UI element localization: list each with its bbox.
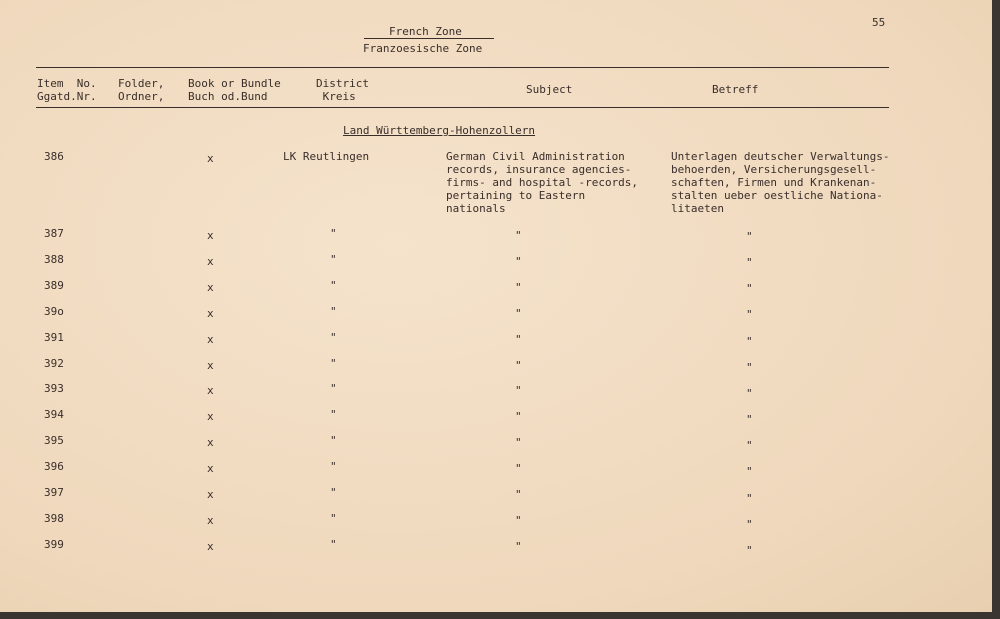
section-heading: Land Württemberg-Hohenzollern bbox=[343, 124, 536, 137]
item-number: 388 bbox=[44, 252, 64, 266]
item-number: 399 bbox=[44, 537, 64, 551]
district: " bbox=[330, 278, 337, 292]
book-mark: x bbox=[207, 462, 214, 476]
item-number: 396 bbox=[44, 460, 64, 474]
book-mark: x bbox=[207, 280, 214, 294]
item-number: 393 bbox=[44, 382, 64, 396]
header-subject: Subject bbox=[526, 83, 573, 96]
betreff: " bbox=[746, 413, 753, 427]
subject: " bbox=[515, 229, 522, 242]
district: LK Reutlingen bbox=[283, 150, 370, 163]
district: " bbox=[330, 330, 337, 344]
zone-subtitle: Franzoesische Zone bbox=[363, 42, 483, 55]
betreff: " bbox=[746, 543, 753, 557]
item-number: 398 bbox=[44, 511, 64, 525]
item-number: 394 bbox=[44, 408, 64, 422]
betreff: " bbox=[746, 465, 753, 479]
book-mark: x bbox=[207, 539, 214, 553]
subject: " bbox=[515, 513, 522, 527]
district: " bbox=[330, 356, 337, 370]
zone-title: French Zone bbox=[389, 25, 462, 38]
book-mark: x bbox=[207, 410, 214, 424]
header-district: District Kreis bbox=[316, 77, 369, 103]
book-mark: x bbox=[207, 306, 214, 320]
district: " bbox=[330, 304, 337, 318]
subject: German Civil Administration records, insurance agencies- firms- and hospital -records, pertaining to Eastern nationals bbox=[446, 150, 639, 215]
header-betreff: Betreff bbox=[712, 83, 759, 96]
book-mark: x bbox=[207, 332, 214, 346]
item-number: 391 bbox=[44, 330, 64, 344]
header-book: Book or Bundle Buch od.Bund bbox=[188, 77, 281, 103]
item-number: 395 bbox=[44, 434, 64, 448]
item-number: 386 bbox=[44, 150, 64, 163]
betreff: " bbox=[746, 439, 753, 453]
book-mark: x bbox=[207, 436, 214, 450]
district: " bbox=[330, 434, 337, 448]
subject: " bbox=[515, 358, 522, 372]
betreff: " bbox=[746, 491, 753, 505]
item-number: 39o bbox=[44, 304, 64, 318]
book-mark: x bbox=[207, 488, 214, 501]
book-mark: x bbox=[207, 384, 214, 398]
page-number: 55 bbox=[872, 16, 886, 29]
betreff: " bbox=[746, 360, 753, 374]
item-number: 397 bbox=[44, 486, 64, 499]
district: " bbox=[330, 486, 337, 499]
district: " bbox=[330, 511, 337, 525]
subject: " bbox=[515, 436, 522, 450]
district: " bbox=[330, 227, 337, 240]
book-mark: x bbox=[207, 513, 214, 527]
betreff: " bbox=[746, 230, 753, 243]
item-number: 387 bbox=[44, 227, 64, 240]
book-mark: x bbox=[207, 358, 214, 372]
item-number: 392 bbox=[44, 356, 64, 370]
subject: " bbox=[515, 488, 522, 501]
subject: " bbox=[515, 280, 522, 294]
betreff: " bbox=[746, 256, 753, 270]
header-item: Item No. Ggatd.Nr. bbox=[37, 77, 97, 103]
header-folder: Folder, Ordner, bbox=[118, 77, 165, 103]
book-mark: x bbox=[207, 152, 214, 165]
betreff: " bbox=[746, 334, 753, 348]
subject: " bbox=[515, 384, 522, 398]
subject: " bbox=[515, 306, 522, 320]
betreff: Unterlagen deutscher Verwaltungs- behoerden, Versicherungsgesell- schaften, Firmen und Krankenan- stalten ueber oestliche Nationa- litaeten bbox=[671, 150, 890, 215]
title-underline bbox=[364, 38, 494, 39]
district: " bbox=[330, 252, 337, 266]
district: " bbox=[330, 537, 337, 551]
district: " bbox=[330, 382, 337, 396]
betreff: " bbox=[746, 308, 753, 322]
district: " bbox=[330, 460, 337, 474]
betreff: " bbox=[746, 517, 753, 531]
subject: " bbox=[515, 462, 522, 476]
betreff: " bbox=[746, 282, 753, 296]
subject: " bbox=[515, 254, 522, 268]
subject: " bbox=[515, 410, 522, 424]
district: " bbox=[330, 408, 337, 422]
header-rule-top bbox=[36, 67, 889, 68]
subject: " bbox=[515, 332, 522, 346]
item-number: 389 bbox=[44, 278, 64, 292]
header-rule-bottom bbox=[36, 107, 889, 108]
betreff: " bbox=[746, 386, 753, 400]
subject: " bbox=[515, 539, 522, 553]
book-mark: x bbox=[207, 229, 214, 242]
book-mark: x bbox=[207, 254, 214, 268]
